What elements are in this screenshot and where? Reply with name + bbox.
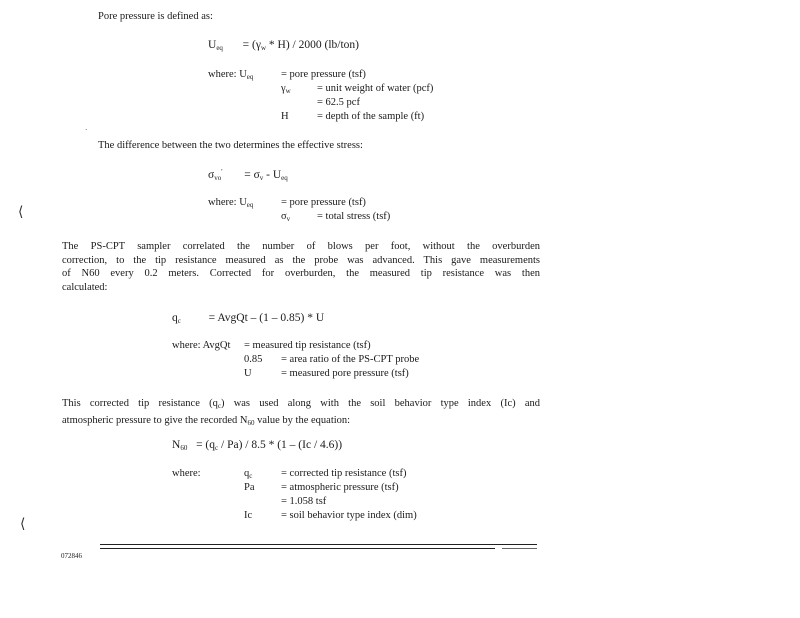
para2-line-1-sub: c: [217, 402, 221, 410]
where1-sym-2: [281, 84, 291, 95]
ueq-subscript: eq: [216, 44, 223, 52]
para2-line-2-sub: 60: [247, 418, 255, 427]
sigma-rhs-sub: v: [259, 174, 264, 182]
where1-label: [208, 70, 253, 81]
qc-rhs: = AvgQt – (1 – 0.85) * U: [208, 312, 325, 324]
footer-code: 072846: [61, 552, 82, 560]
para2-line-2-b: value by the equation:: [254, 414, 351, 426]
para2-line-1-b: ) was used along with the soil behavior type index (Ic) and: [220, 398, 540, 409]
where2-label-sub: eq: [246, 201, 254, 209]
sigma-rhs-rest: - U: [263, 169, 282, 181]
n60-lhs: N: [172, 439, 181, 451]
para2-line-1: [62, 397, 540, 414]
where3-desc-2: = area ratio of the PS-CPT probe: [281, 354, 420, 365]
footer-rule-top: [100, 544, 537, 545]
where3-sym-2: 0.85: [244, 354, 263, 365]
margin-bracket-mark-2: ⟨: [20, 517, 26, 532]
where4-desc-4: = soil behavior type index (dim): [281, 510, 417, 521]
where2-sym-2-main: σ: [281, 211, 287, 222]
where4-sym-1-main: q: [244, 468, 250, 479]
stray-mark: ·: [85, 126, 88, 134]
where2-label: [208, 198, 253, 209]
where2-desc-1: = pore pressure (tsf): [281, 197, 366, 208]
sigma-lhs-prime: ': [221, 168, 223, 176]
para2-line-1-a: This corrected tip resistance (q: [62, 398, 218, 409]
where1-desc-1: = pore pressure (tsf): [281, 69, 366, 80]
n60-rhs-rest: / Pa) / 8.5 * (1 – (Ic / 4.6)): [218, 439, 343, 451]
ueq-symbol: U: [208, 39, 217, 51]
para1-line-2: correction, to the tip resistance measured as the probe was advanced. This gave measurements: [62, 254, 540, 266]
para2-line-2: [62, 414, 540, 431]
qc-equation: [172, 313, 324, 325]
where1-label-text: where: U: [208, 69, 247, 80]
where4-desc-3: = 1.058 tsf: [281, 496, 327, 507]
n60-lhs-sub: 60: [180, 444, 188, 452]
where2-sym-2: [281, 212, 290, 223]
where4-sym-4: Ic: [244, 510, 253, 521]
footer-rule-bottom: [100, 548, 495, 549]
n60-equation: [172, 440, 342, 452]
footer-rule-dashes: [502, 548, 537, 549]
where3-desc-1: = measured tip resistance (tsf): [244, 340, 371, 351]
sigma-lhs-sub: vo: [214, 174, 222, 182]
ueq-equation: [208, 40, 359, 52]
sigma-lhs: σ: [208, 169, 215, 181]
where3-label: where: AvgQt: [172, 340, 231, 351]
paragraph-2: [62, 397, 540, 430]
where4-sym-1: [244, 469, 252, 480]
where1-label-sub: eq: [246, 73, 254, 81]
n60-rhs-sub: c: [215, 444, 219, 452]
where4-desc-1: = corrected tip resistance (tsf): [281, 468, 407, 479]
where4-label: where:: [172, 468, 201, 479]
where1-sym-2-sub: w: [285, 87, 291, 95]
para1-line-4: calculated:: [62, 281, 108, 293]
ueq-rhs-open: = (: [242, 39, 256, 51]
qc-lhs-sub: c: [177, 317, 181, 325]
ueq-rhs-rest: * H) / 2000 (lb/ton): [266, 39, 359, 51]
where1-desc-3: = 62.5 pcf: [317, 97, 360, 108]
qc-lhs: q: [172, 312, 178, 324]
where3-sym-3: U: [244, 368, 252, 379]
where2-desc-2: = total stress (tsf): [317, 211, 391, 222]
margin-bracket-mark: ⟨: [18, 205, 24, 220]
where4-sym-1-sub: c: [249, 472, 253, 480]
sigma-rhs: = σ: [244, 169, 260, 181]
para2-line-2-a: atmospheric pressure to give the recorded N: [62, 414, 248, 426]
sigma-equation: [208, 169, 288, 182]
where1-sym-4: H: [281, 111, 289, 122]
n60-rhs: = (q: [196, 439, 216, 451]
gamma-subscript: w: [260, 44, 267, 52]
where1-sym-2-main: γ: [281, 83, 286, 94]
where2-sym-2-sub: v: [286, 215, 291, 223]
where4-sym-2: Pa: [244, 482, 255, 493]
para1-line-3: of N60 every 0.2 meters. Corrected for overburden, the measured tip resistance was then: [62, 268, 540, 279]
difference-sentence: The difference between the two determines the effective stress:: [98, 140, 363, 151]
where1-desc-2: = unit weight of water (pcf): [317, 83, 434, 94]
where2-label-text: where: U: [208, 197, 247, 208]
intro-text: Pore pressure is defined as:: [98, 11, 213, 22]
sigma-rhs-sub2: eq: [281, 174, 288, 182]
where1-desc-4: = depth of the sample (ft): [317, 111, 425, 122]
where3-desc-3: = measured pore pressure (tsf): [281, 368, 409, 379]
gamma-symbol: γ: [255, 39, 261, 51]
paragraph-1: [62, 240, 540, 294]
para1-line-1: The PS-CPT sampler correlated the number of blows per foot, without the overburden: [62, 241, 540, 252]
where4-desc-2: = atmospheric pressure (tsf): [281, 482, 399, 493]
